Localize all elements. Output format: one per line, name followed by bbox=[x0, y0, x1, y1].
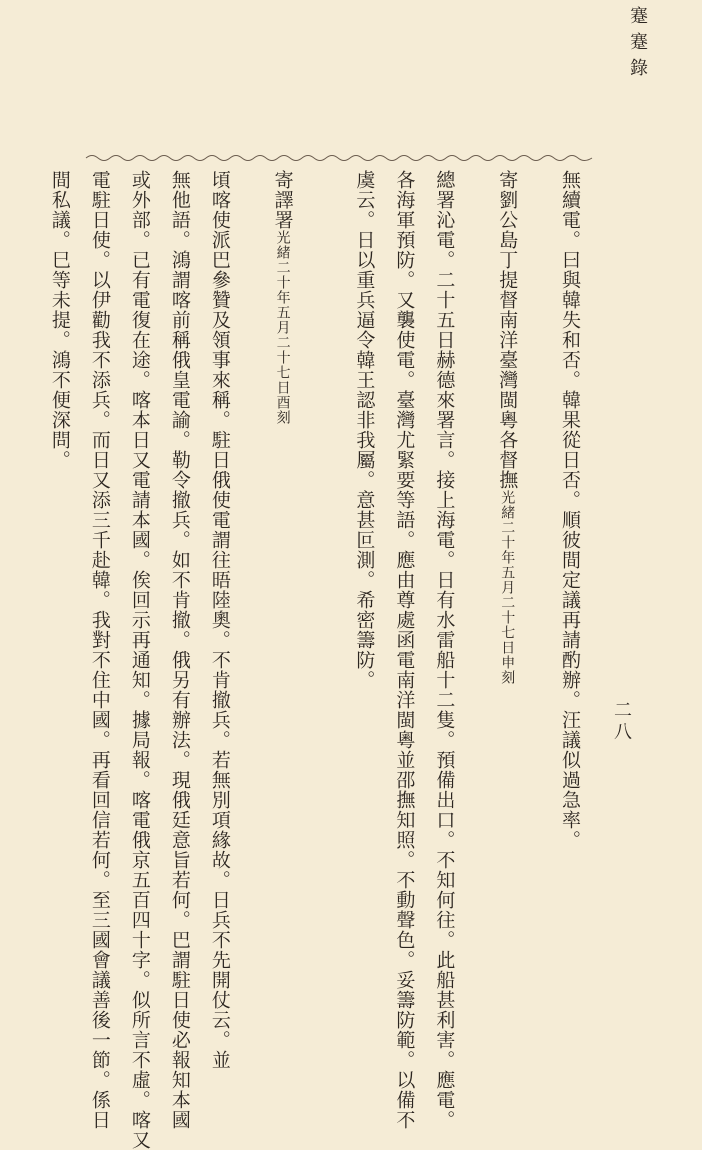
text-column bbox=[0, 170, 40, 1000]
date-note: 光緒二十年五月二十七日申刻 bbox=[499, 490, 516, 685]
column-text: 無他語。鴻謂喀前稱俄皇電諭。勒令撤兵。如不肯撤。俄另有辦法。現俄廷意旨若何。巴謂駐日使必報知本國 bbox=[168, 170, 191, 1130]
column-text: 寄譯署 bbox=[271, 170, 294, 230]
text-column bbox=[120, 170, 160, 1150]
text-column bbox=[424, 170, 487, 1130]
column-text: 頃喀使派巴參贊及領事來稱。駐日俄使電謂往晤陸奧。不肯撤兵。若無別項緣故。日兵不先開仗云。並 bbox=[208, 170, 231, 1070]
column-text: 或外部。已有電復在途。喀本日又電請本國。俟回示再通知。據局報。喀電俄京五百四十字。似所言不虛。喀又 bbox=[128, 170, 151, 1150]
column-text: 寄劉公島丁提督南洋臺灣閩粵各督撫 bbox=[496, 170, 519, 490]
column-text: 間私議。巳等未提。鴻不便深問。 bbox=[48, 170, 71, 470]
text-column bbox=[80, 170, 120, 1130]
header-divider bbox=[86, 152, 592, 164]
column-text: 電駐日使。以伊勸我不添兵。而日又添三千赴韓。我對不住中國。再看回信若何。至三國會議善後一節。係日 bbox=[88, 170, 111, 1130]
body-text bbox=[48, 170, 590, 1150]
text-column bbox=[200, 170, 263, 1070]
text-column bbox=[550, 170, 590, 1000]
text-column bbox=[40, 170, 80, 1000]
page-header-title: 蹇蹇錄 bbox=[627, 6, 648, 84]
page-number: 二八 bbox=[611, 700, 632, 744]
text-column bbox=[487, 170, 550, 1000]
column-text: 無續電。曰與韓失和否。韓果從日否。順彼間定議再請酌辦。汪議似過急率。 bbox=[559, 170, 581, 850]
column-text: 各海軍預防。又襲使電。臺灣尤緊要等語。應由尊處函電南洋閩粵並邵撫知照。不動聲色。妥籌防範。以備不 bbox=[393, 170, 416, 1130]
text-column bbox=[160, 170, 200, 1130]
date-note: 光緒二十年五月二十七日酉刻 bbox=[274, 230, 291, 425]
text-column bbox=[384, 170, 424, 1130]
column-text: 虞云。日以重兵逼令韓王認非我屬。意甚叵測。希密籌防。 bbox=[353, 170, 376, 690]
column-text: 總署沁電。二十五日赫德來署言。接上海電。日有水雷船十二隻。預備出口。不知何往。此船甚利害。應電。 bbox=[433, 170, 456, 1130]
text-column bbox=[344, 170, 384, 1000]
text-column bbox=[263, 170, 345, 1000]
